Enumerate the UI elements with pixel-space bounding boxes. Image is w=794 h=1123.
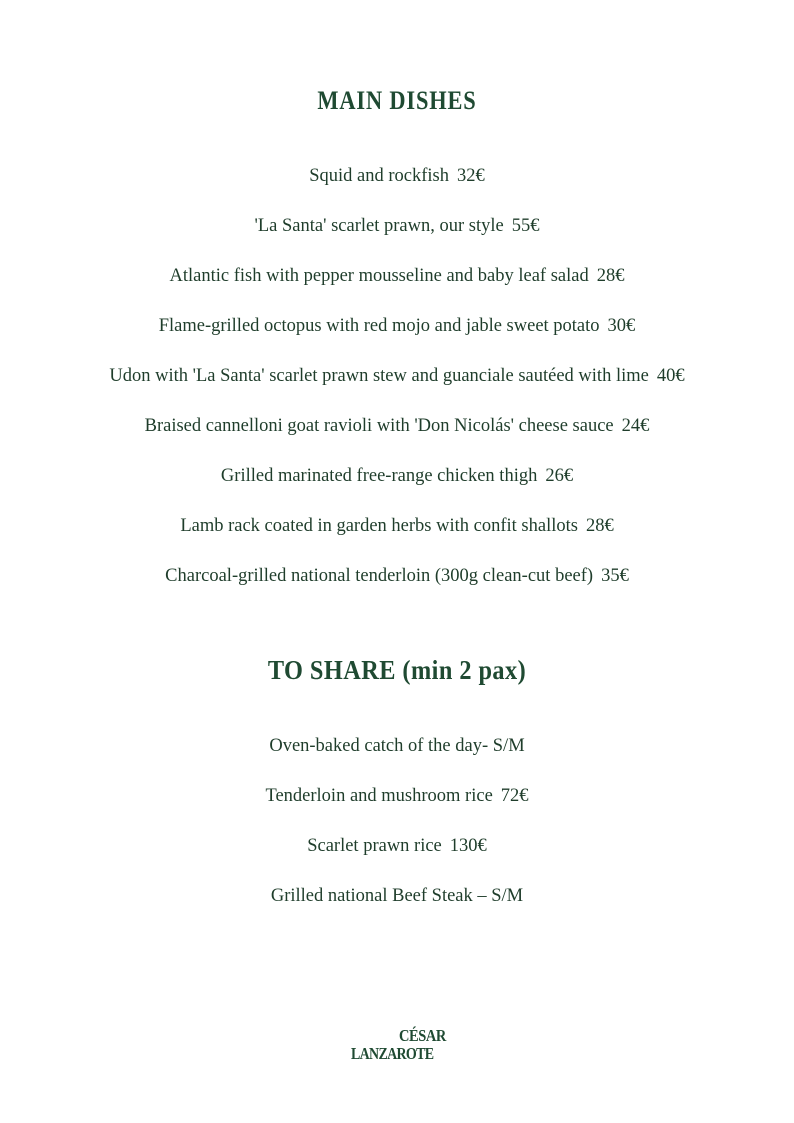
dish-price: 40€ <box>656 366 685 386</box>
dish-name: 'La Santa' scarlet prawn, our style <box>254 216 504 236</box>
dish-name: Oven-baked catch of the day- S/M <box>269 736 525 756</box>
dish-name: Scarlet prawn rice <box>307 836 442 856</box>
logo-line-1: CÉSAR <box>399 1026 446 1045</box>
main-dishes-title: MAIN DISHES <box>317 86 477 115</box>
dish-price: 28€ <box>596 266 625 286</box>
dish-name: Flame-grilled octopus with red mojo and jable sweet potato <box>158 316 600 336</box>
dish-name: Grilled marinated free-range chicken thigh <box>220 466 538 486</box>
dish-name: Udon with 'La Santa' scarlet prawn stew and guanciale sautéed with lime <box>109 366 649 386</box>
dish-item <box>0 415 794 465</box>
dish-item <box>0 315 794 365</box>
share-item <box>0 735 794 785</box>
dish-price: 24€ <box>621 416 650 436</box>
to-share-title: TO SHARE (min 2 pax) <box>267 655 527 685</box>
dish-price: 26€ <box>545 466 574 486</box>
dish-name: Grilled national Beef Steak – S/M <box>270 886 524 906</box>
dish-item <box>0 165 794 215</box>
dish-price: 72€ <box>500 786 529 806</box>
to-share-list <box>0 735 794 935</box>
dish-price: 130€ <box>449 836 487 856</box>
dish-name: Squid and rockfish <box>309 166 449 186</box>
main-dishes-list <box>0 165 794 615</box>
dish-name: Lamb rack coated in garden herbs with confit shallots <box>180 516 578 536</box>
dish-price: 30€ <box>607 316 636 336</box>
dish-item <box>0 465 794 515</box>
cesar-lanzarote-logo <box>350 1026 450 1068</box>
dish-price: 28€ <box>585 516 614 536</box>
dish-item <box>0 515 794 565</box>
dish-item <box>0 565 794 615</box>
dish-name: Tenderloin and mushroom rice <box>265 786 493 806</box>
dish-item <box>0 215 794 265</box>
dish-price: 32€ <box>457 166 485 186</box>
share-item <box>0 885 794 935</box>
dish-price: 35€ <box>601 566 629 586</box>
share-item <box>0 835 794 885</box>
share-item <box>0 785 794 835</box>
dish-name: Atlantic fish with pepper mousseline and baby leaf salad <box>169 266 589 286</box>
dish-item <box>0 265 794 315</box>
dish-name: Braised cannelloni goat ravioli with 'Don Nicolás' cheese sauce <box>144 416 614 436</box>
logo-line-2: LANZAROTE <box>351 1044 434 1063</box>
dish-name: Charcoal-grilled national tenderloin (300g clean-cut beef) <box>165 566 594 586</box>
dish-price: 55€ <box>511 216 540 236</box>
dish-item <box>0 365 794 415</box>
